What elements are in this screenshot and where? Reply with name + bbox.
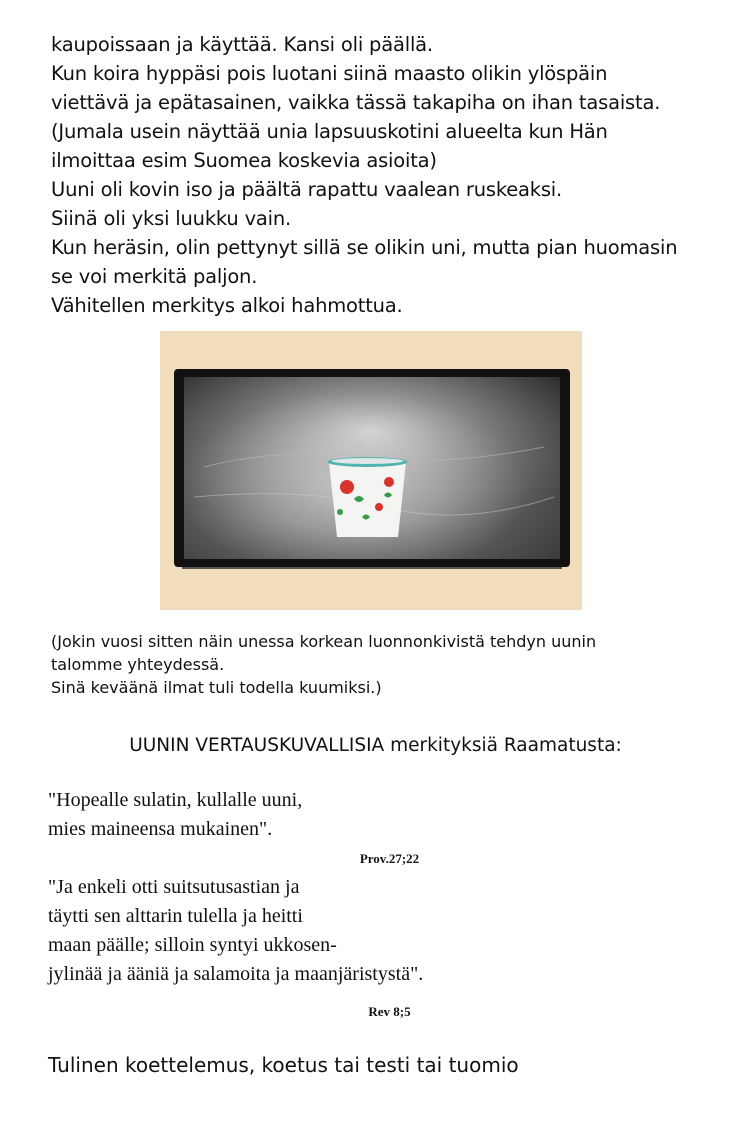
caption-line: Sinä keväänä ilmat tuli todella kuumiksi.) — [51, 678, 382, 697]
snowy-scene — [184, 377, 560, 559]
quote-line: mies maineensa mukainen". — [48, 818, 273, 840]
paragraph-line: Vähitellen merkitys alkoi hahmottua. — [51, 294, 403, 317]
caption-line: talomme yhteydessä. — [51, 655, 225, 674]
reference-revelation: Rev 8;5 — [368, 1004, 411, 1019]
paragraph-line: se voi merkitä paljon. — [51, 265, 258, 288]
paragraph-line: ilmoittaa esim Suomea koskevia asioita) — [51, 149, 437, 172]
cup-drawing — [184, 377, 560, 559]
reference-proverbs: Prov.27;22 — [359, 851, 420, 866]
quote-line: jylinää ja ääniä ja salamoita ja maanjäristystä". — [48, 963, 424, 985]
photo-caption — [51, 630, 731, 699]
closing-line: Tulinen koettelemus, koetus tai testi tai tuomio — [48, 1053, 519, 1077]
caption-line: (Jokin vuosi sitten näin unessa korkean luonnonkivistä tehdyn uunin — [51, 632, 597, 651]
section-heading: UUNIN VERTAUSKUVALLISIA merkityksiä Raamatusta: — [129, 735, 622, 756]
quote-line: maan päälle; silloin syntyi ukkosen- — [48, 934, 337, 956]
paragraph-line: Kun heräsin, olin pettynyt sillä se olikin uni, mutta pian huomasin — [51, 236, 678, 259]
intro-paragraph — [51, 30, 731, 320]
bible-quote-revelation — [48, 873, 728, 989]
paragraph-line: viettävä ja epätasainen, vaikka tässä takapiha on ihan tasaista. — [51, 91, 661, 114]
paragraph-line: kaupoissaan ja käyttää. Kansi oli päällä. — [51, 33, 433, 56]
quote-line: "Ja enkeli otti suitsutusastian ja — [48, 876, 300, 898]
dream-illustration — [160, 331, 582, 610]
paragraph-line: Siinä oli yksi luukku vain. — [51, 207, 292, 230]
paragraph-line: Uuni oli kovin iso ja päältä rapattu vaalean ruskeaksi. — [51, 178, 563, 201]
quote-line: täytti sen alttarin tulella ja heitti — [48, 905, 303, 927]
quote-line: "Hopealle sulatin, kullalle uuni, — [48, 789, 303, 811]
paragraph-line: (Jumala usein näyttää unia lapsuuskotini alueelta kun Hän — [51, 120, 608, 143]
cup-icon — [328, 457, 408, 537]
image-frame — [174, 369, 570, 567]
bible-quote-proverbs — [48, 786, 728, 844]
photo-shelf-line — [182, 567, 562, 569]
paragraph-line: Kun koira hyppäsi pois luotani siinä maasto olikin ylöspäin — [51, 62, 608, 85]
